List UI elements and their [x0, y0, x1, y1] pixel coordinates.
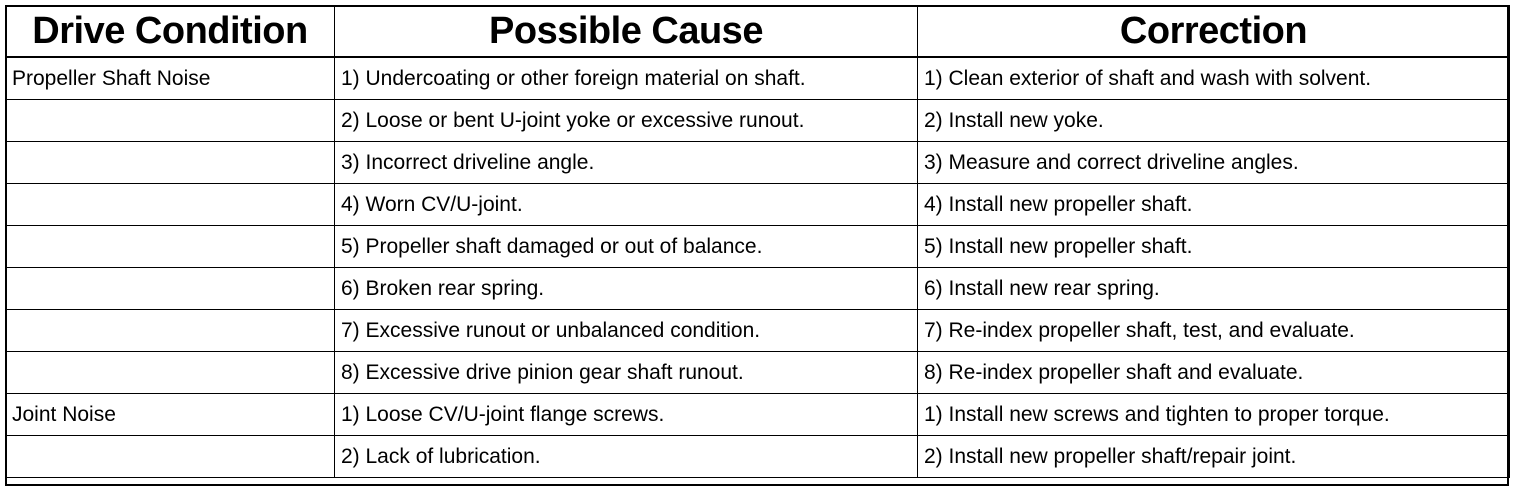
table-row — [6, 394, 1510, 436]
drive-condition-cell — [6, 352, 335, 394]
possible-cause-cell: 1) Undercoating or other foreign material on shaft. — [335, 57, 918, 100]
drive-condition-cell — [6, 268, 335, 310]
header-drive-condition: Drive Condition — [6, 6, 335, 58]
table-row — [6, 268, 1510, 310]
table-row — [6, 100, 1510, 142]
possible-cause-cell: 8) Excessive drive pinion gear shaft runout. — [335, 352, 918, 394]
header-row — [6, 6, 1510, 58]
drive-condition-cell — [6, 226, 335, 268]
table-row — [6, 57, 1510, 100]
table-row — [6, 184, 1510, 226]
correction-cell: 8) Re-index propeller shaft and evaluate. — [918, 352, 1510, 394]
drive-condition-cell — [6, 310, 335, 352]
diagnosis-table — [5, 5, 1510, 478]
drive-condition-cell: Joint Noise — [6, 394, 335, 436]
correction-cell: 6) Install new rear spring. — [918, 268, 1510, 310]
drive-condition-cell — [6, 436, 335, 478]
possible-cause-cell: 7) Excessive runout or unbalanced condition. — [335, 310, 918, 352]
header-correction: Correction — [918, 6, 1510, 58]
correction-cell: 1) Install new screws and tighten to proper torque. — [918, 394, 1510, 436]
drive-condition-cell — [6, 184, 335, 226]
drive-condition-cell: Propeller Shaft Noise — [6, 57, 335, 100]
possible-cause-cell: 3) Incorrect driveline angle. — [335, 142, 918, 184]
correction-cell: 1) Clean exterior of shaft and wash with solvent. — [918, 57, 1510, 100]
possible-cause-cell: 2) Loose or bent U-joint yoke or excessive runout. — [335, 100, 918, 142]
possible-cause-cell: 2) Lack of lubrication. — [335, 436, 918, 478]
correction-cell: 2) Install new yoke. — [918, 100, 1510, 142]
possible-cause-cell: 4) Worn CV/U-joint. — [335, 184, 918, 226]
header-possible-cause: Possible Cause — [335, 6, 918, 58]
correction-cell: 3) Measure and correct driveline angles. — [918, 142, 1510, 184]
table-row — [6, 436, 1510, 478]
correction-cell: 5) Install new propeller shaft. — [918, 226, 1510, 268]
table-row — [6, 142, 1510, 184]
possible-cause-cell: 1) Loose CV/U-joint flange screws. — [335, 394, 918, 436]
drive-condition-cell — [6, 142, 335, 184]
correction-cell: 4) Install new propeller shaft. — [918, 184, 1510, 226]
correction-cell: 2) Install new propeller shaft/repair joint. — [918, 436, 1510, 478]
possible-cause-cell: 5) Propeller shaft damaged or out of balance. — [335, 226, 918, 268]
possible-cause-cell: 6) Broken rear spring. — [335, 268, 918, 310]
table-row — [6, 310, 1510, 352]
table-row — [6, 226, 1510, 268]
correction-cell: 7) Re-index propeller shaft, test, and evaluate. — [918, 310, 1510, 352]
drive-condition-cell — [6, 100, 335, 142]
table-row — [6, 352, 1510, 394]
